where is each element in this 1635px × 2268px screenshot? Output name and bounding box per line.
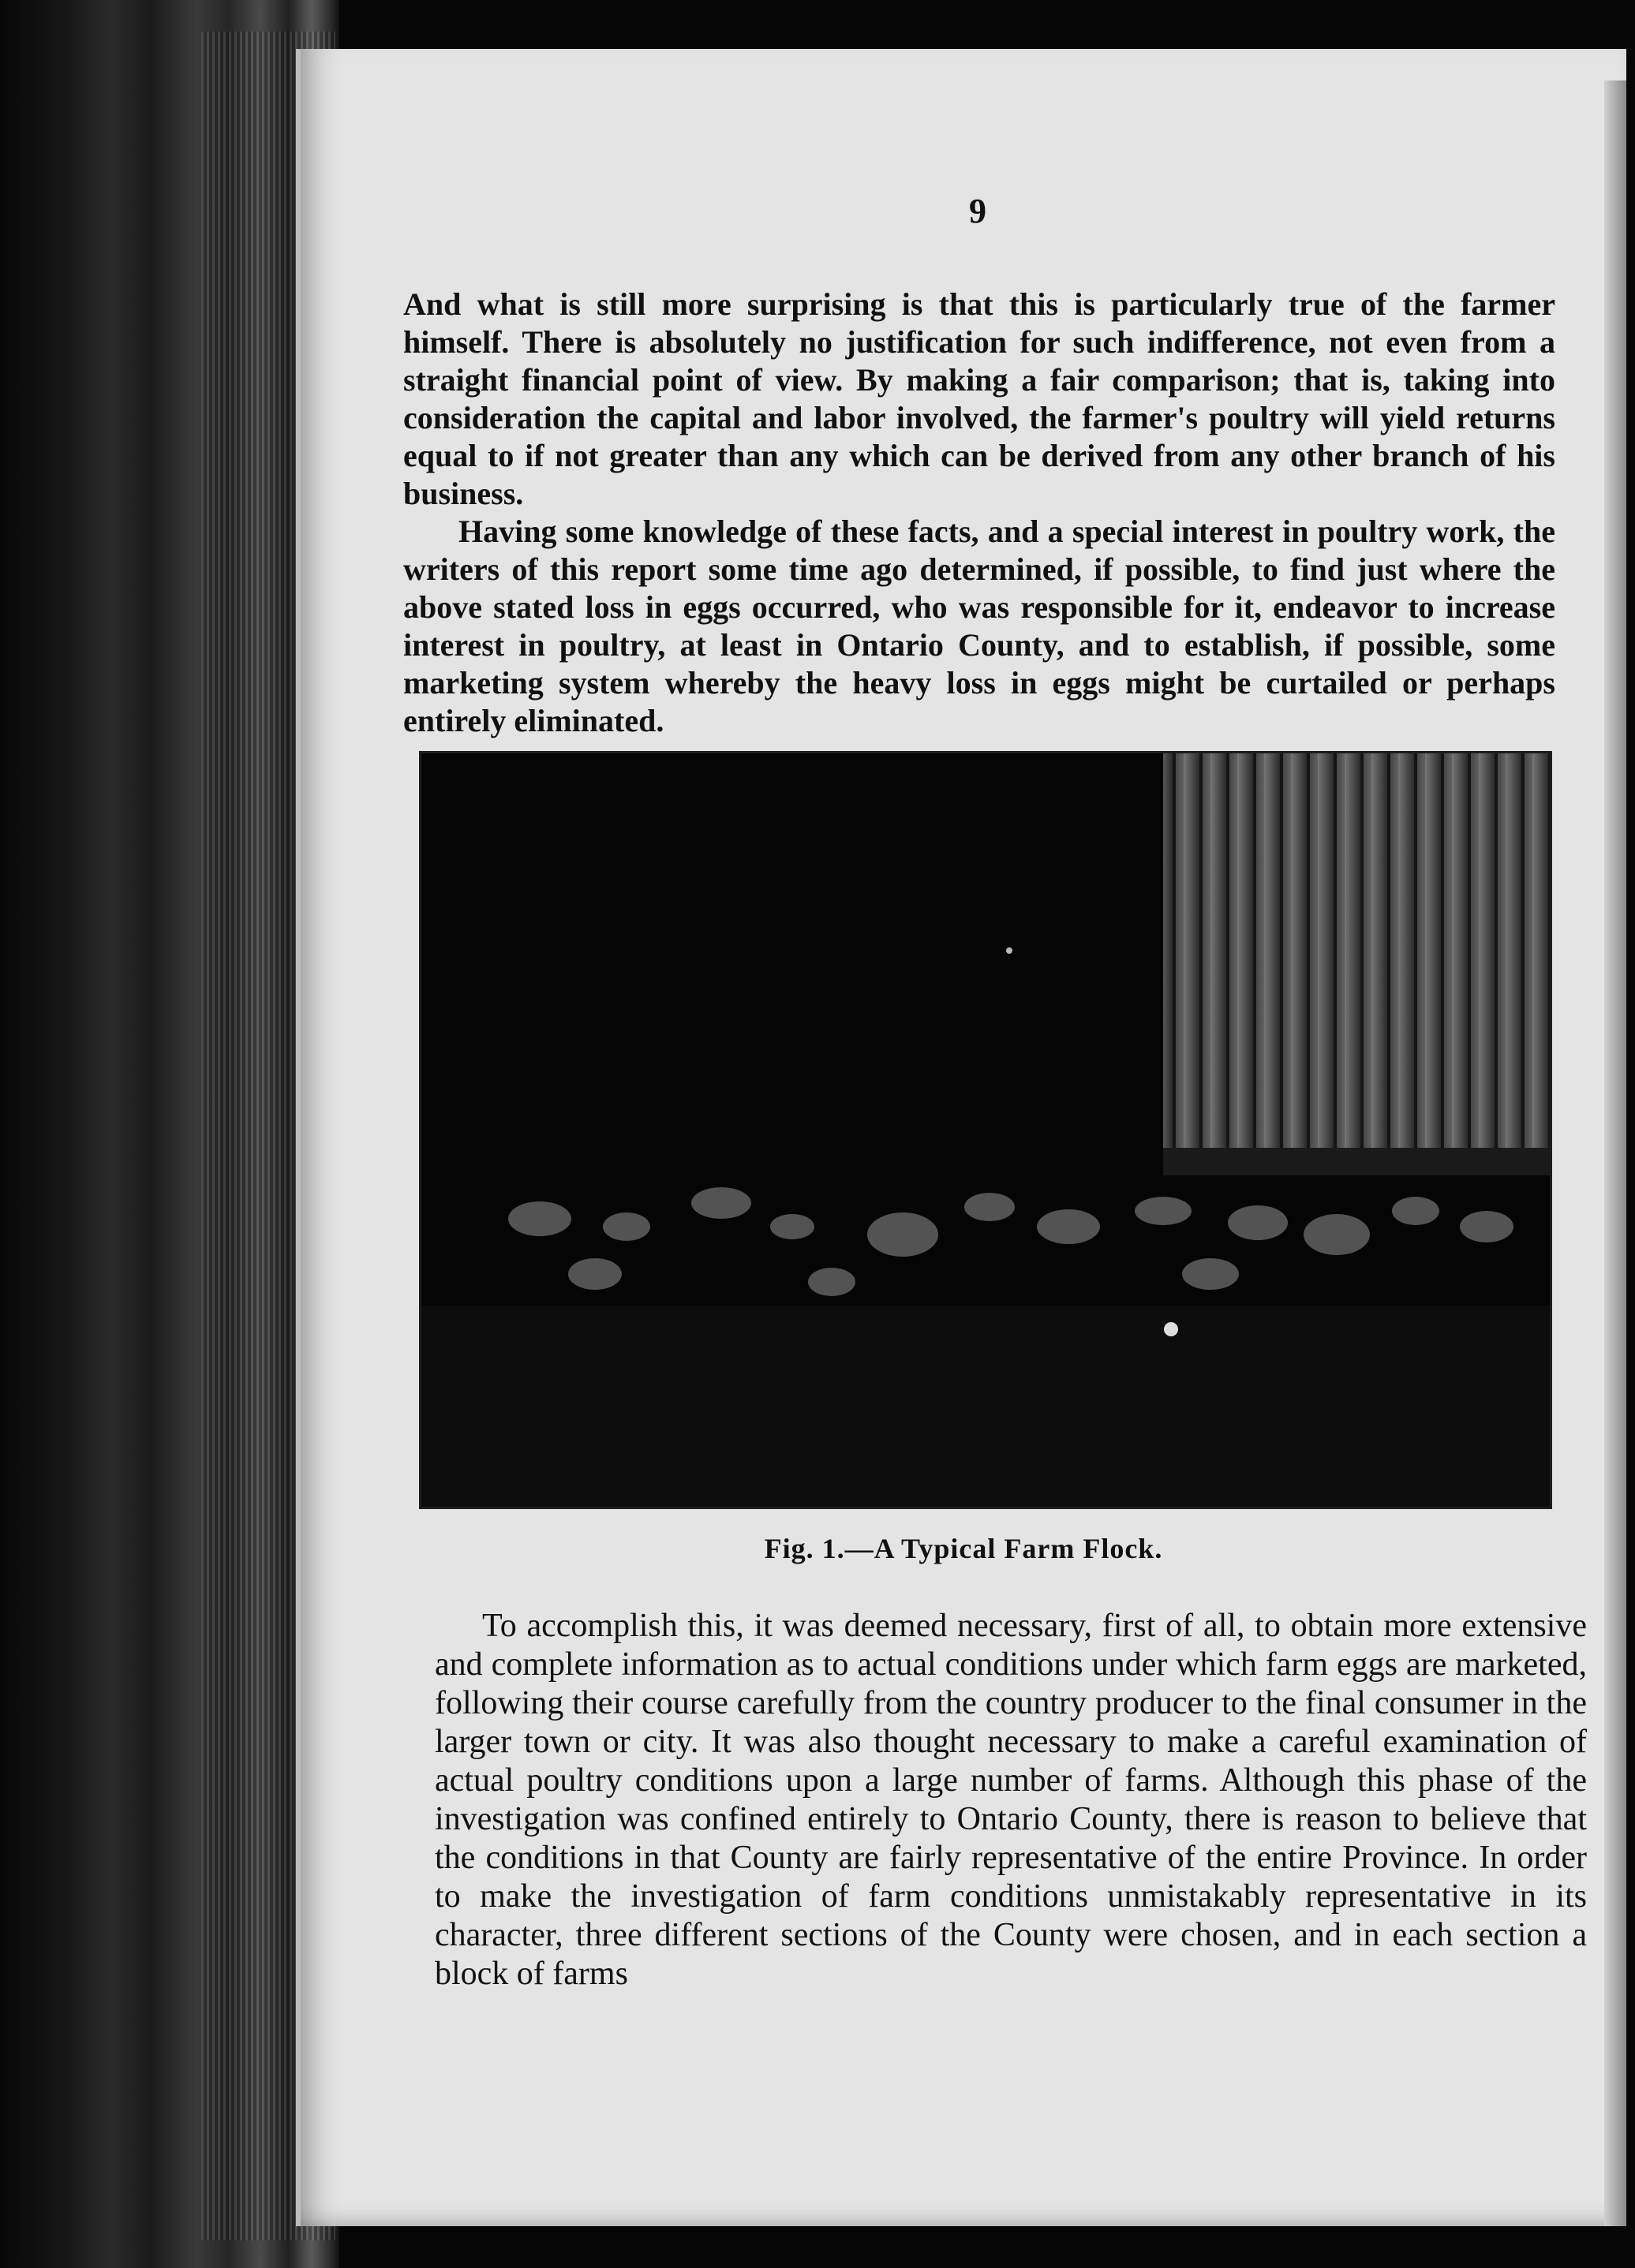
- ground: [421, 1306, 1550, 1507]
- figure-caption: Fig. 1.—A Typical Farm Flock.: [764, 1533, 1163, 1564]
- paragraph-3: To accomplish this, it was deemed necessary, first of all, to obtain more extensive and complete information as to actual conditions under which farm eggs are marketed, following their course carefully from the country producer to the final consumer in the larger town or city. It was also thought necessary to make a careful examination of actual poultry conditions upon a large number of farms. Although this phase of the investigation was confined entirely to Ontario County, there is reason to believe that the conditions in that County are fairly representative of the entire Province. In order to make the investigation of farm conditions unmistakably representative in its character, three different sections of the County were chosen, and in each section a block of farms: [435, 1608, 1587, 1992]
- top-text-block: [403, 286, 1555, 740]
- photo-illustration: [421, 753, 1550, 1507]
- barn-wall: [1163, 753, 1550, 1171]
- paragraph-2: Having some knowledge of these facts, and a special interest in poultry work, the writers of this report some time ago determined, if possible, to find just where the above stated loss in eggs occurred, who was responsible for it, endeavor to increase interest in poultry, at least in Ontario County, and to establish, if possible, some marketing system whereby the heavy loss in eggs might be curtailed or perhaps entirely eliminated.: [403, 514, 1555, 738]
- book-binding: [0, 0, 339, 2268]
- bottom-text-block: [435, 1607, 1587, 1993]
- farm-flock-photo: [419, 751, 1552, 1509]
- printed-page: [296, 49, 1626, 2226]
- page-right-edge: [1604, 80, 1626, 2226]
- page-number: 9: [969, 192, 986, 230]
- paragraph-1: And what is still more surprising is that this is particularly true of the farmer himself. There is absolutely no justification for such indifference, not even from a straight financial point of view. By making a fair comparison; that is, taking into consideration the capital and labor involved, the farmer's poultry will yield returns equal to if not greater than any which can be derived from any other branch of his business.: [403, 286, 1555, 511]
